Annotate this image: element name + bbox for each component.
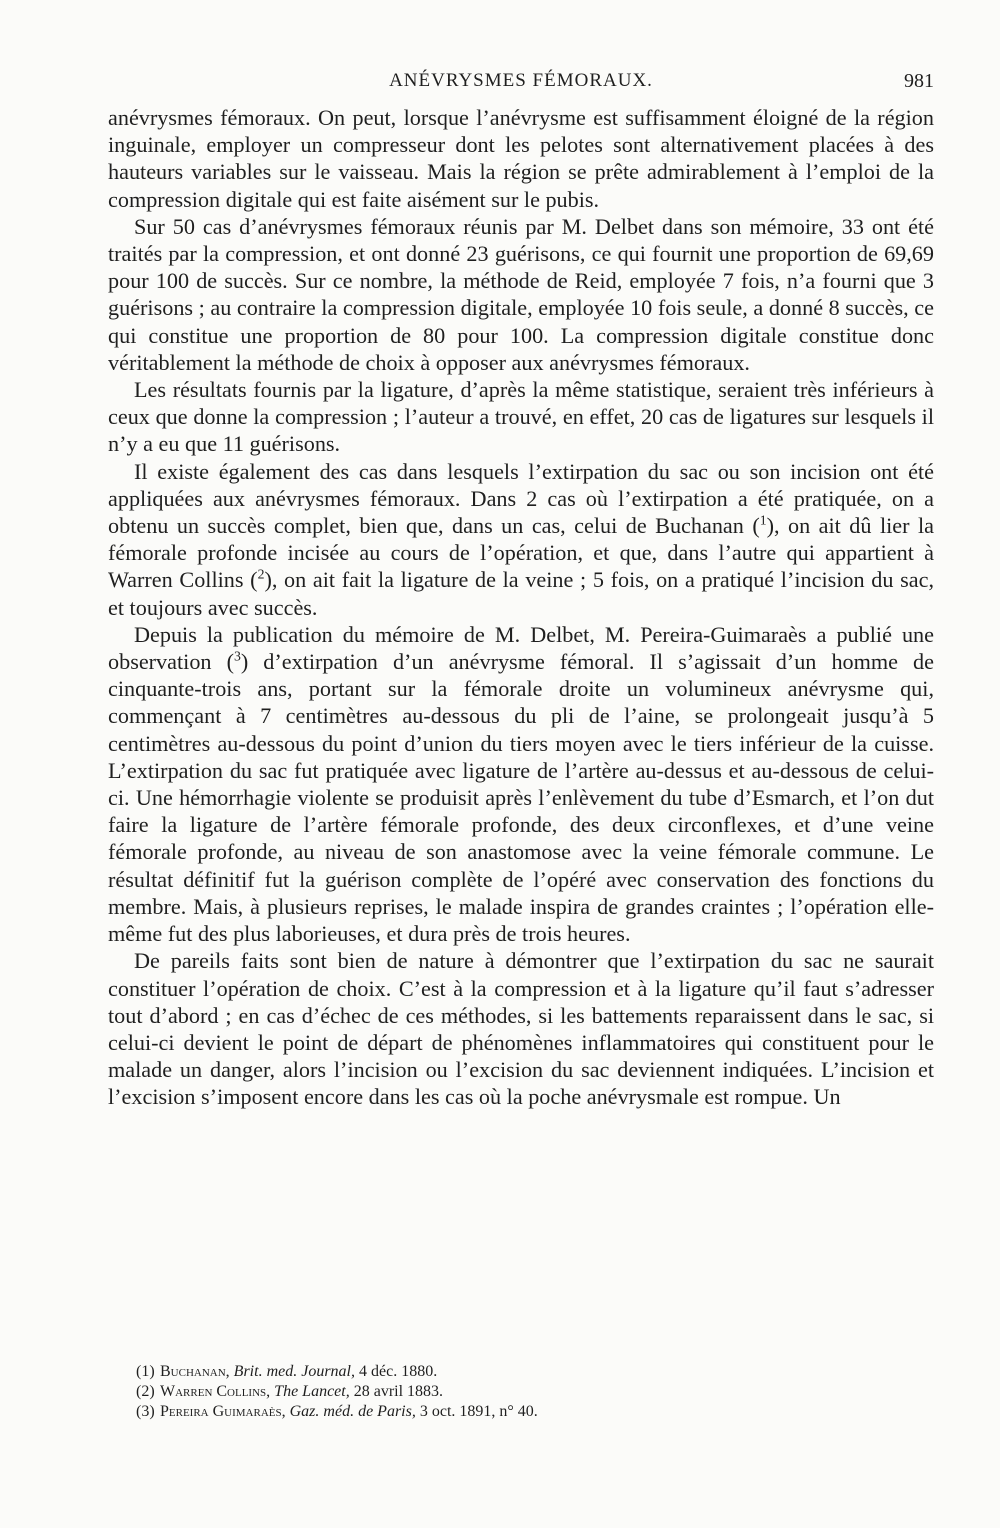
footnote-mark: (1) (136, 1363, 155, 1380)
paragraph-text: ) d’extirpation d’un anévrysme fémoral. Il s’agissait d’un homme de cinquante-trois ans, portant sur la fémorale droite un volumineux anévrysme qui, commençant à 7 centimètres au-dessous du pli de l’aine, se prolongeait jusqu’à 5 centimètres au-dessous du point d’union du tiers moyen avec le tiers inférieur de la cuisse. L’extirpation du sac fut pratiquée avec ligature de l’artère au-dessus et au-dessous de celui-ci. Une hémorrhagie violente se produisit après l’enlèvement du tube d’Esmarch, et l’on dut faire la ligature de l’artère fémorale profonde, des deux circonflexes, et d’une veine fémorale profonde, au niveau de son anastomose avec la veine fémorale commune. Le résultat définitif fut la guérison complète de l’opéré avec conservation des fonctions du membre. Mais, à plusieurs reprises, le malade inspira de grandes craintes ; l’opération elle-même fut des plus laborieuses, et dura près de trois heures. (108, 649, 934, 947)
footnote-details: 28 avril 1883. (349, 1383, 444, 1400)
paragraph: De pareils faits sont bien de nature à démontrer que l’extirpation du sac ne saurait constituer l’opération de choix. C’est à la compression et à la ligature qu’il faut s’adresser tout d’abord ; en cas d’échec de ces méthodes, si les battements reparaissent dans le sac, si celui-ci devient le point de départ de phénomènes inflammatoires qui constituent pour le malade un danger, alors l’incision ou l’excision du sac deviennent indiquées. L’incision et l’excision s’imposent encore dans les cas où la poche anévrysmale est rompue. Un (108, 948, 934, 1110)
paragraph-text: ), on ait fait la ligature de la veine ; 5 fois, on a pratiqué l’incision du sac, et toujours avec succès. (108, 567, 934, 620)
paragraph-text: Il existe également des cas dans lesquels l’extirpation du sac ou son incision ont été appliquées aux anévrysmes fémoraux. Dans 2 cas où l’extirpation a été pratiquée, on a obtenu un succès complet, bien que, dans un cas, celui de Buchanan ( (108, 458, 934, 539)
footnote-author: Pereira Guimaraès, (160, 1403, 286, 1420)
footnote-author: Buchanan, (160, 1363, 230, 1380)
footnote (136, 1402, 856, 1422)
footnote (136, 1382, 856, 1402)
paragraph-text: ), on ait dû lier la fémorale profonde incisée au cours de l’opération, et que, dans l’autre qui appartient à Warren Collins ( (108, 513, 934, 593)
page-header (108, 70, 934, 100)
paragraph (108, 621, 934, 947)
footnote-details: 3 oct. 1891, n° 40. (415, 1403, 538, 1420)
main-text (108, 104, 934, 1111)
footnotes (136, 1362, 856, 1422)
footnote-journal: Brit. med. Journal, (233, 1363, 355, 1380)
footnote-reference: 2 (257, 567, 265, 583)
footnote-mark: (3) (136, 1403, 155, 1420)
footnote-journal: Gaz. méd. de Paris, (289, 1403, 416, 1420)
paragraph-text: Depuis la publication du mémoire de M. Delbet, M. Pereira-Guimaraès a publié une observation ( (108, 621, 934, 675)
running-title: ANÉVRYSMES FÉMORAUX. (389, 70, 653, 91)
footnote-mark: (2) (136, 1383, 155, 1400)
paragraph: Les résultats fournis par la ligature, d’après la même statistique, seraient très inférieurs à ceux que donne la compression ; l’auteur a trouvé, en effet, 20 cas de ligatures sur lesquels il n’y a eu que 11 guérisons. (108, 377, 934, 457)
footnote (136, 1362, 856, 1382)
page-number: 981 (904, 70, 934, 92)
paragraph: Sur 50 cas d’anévrysmes fémoraux réunis par M. Delbet dans son mémoire, 33 ont été traités par la compression, et ont donné 23 guérisons, ce qui fournit une proportion de 69,69 pour 100 de succès. Sur ce nombre, la méthode de Reid, employée 7 fois, n’a fourni que 3 guérisons ; au contraire la compression digitale, employée 10 fois seule, a donné 8 succès, ce qui constitue une proportion de 80 pour 100. La compression digitale constitue donc véritablement la méthode de choix à opposer aux anévrysmes fémoraux. (108, 213, 934, 375)
footnote-reference: 3 (233, 648, 241, 664)
footnote-details: 4 déc. 1880. (355, 1363, 438, 1380)
footnote-reference: 1 (759, 512, 767, 528)
footnote-author: Warren Collins, (160, 1383, 271, 1400)
paragraph (108, 458, 934, 621)
paragraph: anévrysmes fémoraux. On peut, lorsque l’anévrysme est suffisamment éloigné de la région inguinale, employer un compresseur dont les pelotes sont alternativement placées à des hauteurs variables sur le vaisseau. Mais la région se prête admirablement à l’emploi de la compression digitale qui est faite aisément sur le pubis. (108, 105, 934, 212)
footnote-journal: The Lancet, (274, 1383, 350, 1400)
